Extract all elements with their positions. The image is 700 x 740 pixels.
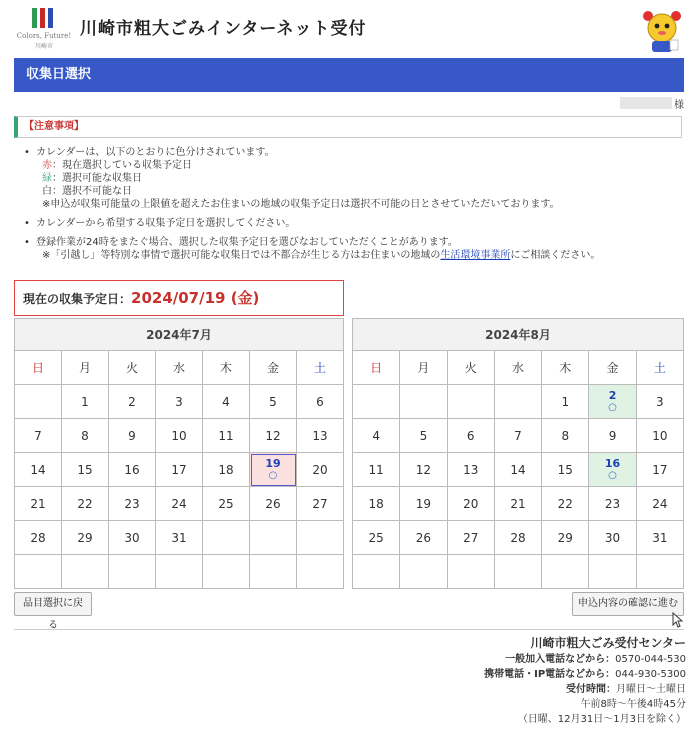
weekday-header: 木 <box>203 351 250 385</box>
calendar-day-available[interactable]: 2 ○ <box>589 385 636 419</box>
calendar-empty-cell <box>156 555 203 589</box>
calendar-week <box>15 385 344 419</box>
mouse-cursor-icon <box>672 612 684 628</box>
note-text: ※「引越し」等特別な事情で選択可能な収集日では不都合が生じる方はお住まいの地域の <box>42 250 441 261</box>
calendar-day: 2 <box>109 385 156 419</box>
calendar-empty-cell <box>250 521 297 555</box>
line-label: 携帯電話・IP電話などから： <box>484 669 616 680</box>
calendar-day: 8 <box>542 419 589 453</box>
calendar-empty-cell <box>62 555 109 589</box>
current-date-value: 2024/07/19 (金) <box>131 289 260 307</box>
calendar-day: 20 <box>447 487 494 521</box>
calendar-day: 11 <box>353 453 400 487</box>
calendar-day: 30 <box>589 521 636 555</box>
legend-white <box>36 185 684 198</box>
calendar-empty-cell <box>447 555 494 589</box>
calendar-day: 23 <box>109 487 156 521</box>
calendar-day: 15 <box>542 453 589 487</box>
calendar-empty-cell <box>297 521 344 555</box>
calendar-day: 18 <box>203 453 250 487</box>
notice-heading: 【注意事項】 <box>14 116 682 138</box>
office-link[interactable]: 生活環境事業所 <box>440 250 511 261</box>
calendar-day: 3 <box>156 385 203 419</box>
weekday-header: 月 <box>400 351 447 385</box>
weekday-header: 金 <box>250 351 297 385</box>
center-name: 川崎市粗大ごみ受付センター <box>530 636 686 650</box>
calendar-empty-cell <box>15 555 62 589</box>
calendar-week <box>353 385 684 419</box>
calendar-week <box>15 521 344 555</box>
calendar-empty-cell <box>400 385 447 419</box>
calendar-day: 20 <box>297 453 344 487</box>
weekday-header: 金 <box>589 351 636 385</box>
calendar-empty-cell <box>400 555 447 589</box>
legend-desc: ：現在選択している収集予定日 <box>52 160 192 171</box>
calendar-day-available[interactable]: 16 ○ <box>589 453 636 487</box>
weekday-header: 日 <box>353 351 400 385</box>
calendar-day: 19 <box>400 487 447 521</box>
site-header <box>0 0 700 56</box>
calendar-week <box>15 419 344 453</box>
calendar-day: 28 <box>15 521 62 555</box>
calendar-day: 22 <box>542 487 589 521</box>
notice-note: ※申込が収集可能量の上限値を超えたお住まいの地域の収集予定日は選択不可能の日とさせていただいております。 <box>42 199 560 210</box>
calendar-empty-cell <box>589 555 636 589</box>
calendar-day: 22 <box>62 487 109 521</box>
calendar-empty-cell <box>353 385 400 419</box>
weekday-header: 水 <box>494 351 541 385</box>
calendar-empty-cell <box>297 555 344 589</box>
line-value: 月曜日～土曜日 <box>616 684 686 695</box>
calendar-empty-cell <box>494 555 541 589</box>
weekday-header: 土 <box>297 351 344 385</box>
calendar-empty-cell <box>636 555 683 589</box>
line-label: 受付時間： <box>566 684 616 695</box>
weekday-header: 月 <box>62 351 109 385</box>
current-date-label: 現在の収集予定日： <box>23 292 132 306</box>
calendar-day: 17 <box>636 453 683 487</box>
available-mark-icon: ○ <box>608 401 617 413</box>
notice-item <box>24 236 684 262</box>
calendar-day: 4 <box>203 385 250 419</box>
calendar-day: 23 <box>589 487 636 521</box>
logo-tagline: Colors, Future! <box>16 32 72 40</box>
calendar-empty-cell <box>203 555 250 589</box>
calendar-day: 21 <box>494 487 541 521</box>
logo-city: 川崎市 <box>34 43 53 50</box>
calendar-day: 10 <box>156 419 203 453</box>
line-label: 一般加入電話などから： <box>505 654 616 665</box>
weekday-header: 土 <box>636 351 683 385</box>
weekday-header: 日 <box>15 351 62 385</box>
calendar-day: 26 <box>400 521 447 555</box>
notice-item <box>24 146 684 211</box>
calendar-day: 9 <box>109 419 156 453</box>
calendar-day: 7 <box>494 419 541 453</box>
phone-mobile <box>484 667 686 682</box>
calendar-day: 1 <box>62 385 109 419</box>
line-value: 044-930-5300 <box>615 669 686 680</box>
calendar-day: 13 <box>447 453 494 487</box>
calendar-august <box>352 318 684 589</box>
notice-note <box>36 249 684 262</box>
calendar-empty-cell <box>353 555 400 589</box>
calendar-week <box>15 487 344 521</box>
calendar-july <box>14 318 344 589</box>
notice-item <box>24 217 684 230</box>
calendar-day: 8 <box>62 419 109 453</box>
calendar-week <box>353 521 684 555</box>
closed-days: （日曜、12月31日～1月3日を除く） <box>517 714 686 725</box>
calendar-day: 25 <box>353 521 400 555</box>
calendar-day: 1 <box>542 385 589 419</box>
calendar-day: 30 <box>109 521 156 555</box>
hours-detail: 午前8時～午後4時45分 <box>580 699 686 710</box>
site-title: 川崎市粗大ごみインターネット受付 <box>80 19 367 39</box>
calendar-day: 18 <box>353 487 400 521</box>
mascot-icon <box>638 8 686 54</box>
calendar-day: 29 <box>62 521 109 555</box>
calendar-week <box>353 453 684 487</box>
weekday-header: 火 <box>447 351 494 385</box>
calendar-day: 24 <box>636 487 683 521</box>
calendar-day: 5 <box>400 419 447 453</box>
calendar-day: 3 <box>636 385 683 419</box>
calendar-empty-cell <box>109 555 156 589</box>
legend-key: 緑 <box>42 173 52 184</box>
calendar-day: 13 <box>297 419 344 453</box>
notice-text: カレンダーは、以下のとおりに色分けされています。 <box>36 147 275 158</box>
calendar-empty-cell <box>494 385 541 419</box>
calendar-day: 7 <box>15 419 62 453</box>
legend-desc: ：選択不可能な日 <box>52 186 132 197</box>
calendar-day: 6 <box>447 419 494 453</box>
calendar-empty-cell <box>542 555 589 589</box>
calendar-day: 4 <box>353 419 400 453</box>
legend-key: 白 <box>42 186 52 197</box>
legend-red <box>36 159 684 172</box>
city-logo <box>14 6 74 50</box>
calendar-week <box>353 419 684 453</box>
calendar-empty-cell <box>15 385 62 419</box>
calendar-day: 25 <box>203 487 250 521</box>
calendar-empty-cell <box>203 521 250 555</box>
notice-text: カレンダーから希望する収集予定日を選択してください。 <box>36 218 296 229</box>
calendar-day: 17 <box>156 453 203 487</box>
phone-landline <box>484 652 686 667</box>
reception-hours <box>484 682 686 697</box>
calendar-day: 24 <box>156 487 203 521</box>
calendar-empty-cell <box>447 385 494 419</box>
user-suffix: 様 <box>674 100 684 111</box>
calendar-week <box>353 555 684 589</box>
page-title: 収集日選択 <box>14 58 684 92</box>
calendar-week <box>15 453 344 487</box>
calendar-day: 31 <box>636 521 683 555</box>
weekday-header: 木 <box>542 351 589 385</box>
calendar-week <box>353 487 684 521</box>
back-to-items-button[interactable]: 品目選択に戻る <box>14 592 92 616</box>
calendar-day: 27 <box>297 487 344 521</box>
calendar-day: 21 <box>15 487 62 521</box>
notice-text: 登録作業が24時をまたぐ場合、選択した収集予定日を選びなおしていただくことがあります。 <box>36 237 458 248</box>
legend-green <box>36 172 684 185</box>
calendar-day: 12 <box>400 453 447 487</box>
calendar-day: 16 <box>109 453 156 487</box>
footer-divider <box>14 629 684 630</box>
calendar-day: 10 <box>636 419 683 453</box>
calendar-day: 29 <box>542 521 589 555</box>
contact-footer <box>484 634 686 727</box>
calendar-month-label: 2024年7月 <box>15 319 344 351</box>
calendar-week <box>15 555 344 589</box>
available-mark-icon: ○ <box>608 469 617 481</box>
calendar-day: 14 <box>15 453 62 487</box>
available-mark-icon: ○ <box>268 469 278 481</box>
calendar-empty-cell <box>250 555 297 589</box>
line-value: 0570-044-530 <box>615 654 686 665</box>
calendar-day: 26 <box>250 487 297 521</box>
legend-desc: ：選択可能な収集日 <box>52 173 142 184</box>
current-collection-date <box>14 280 344 316</box>
calendar-day: 6 <box>297 385 344 419</box>
legend-key: 赤 <box>42 160 52 171</box>
calendar-day-selected[interactable]: 19 ○ <box>250 453 297 487</box>
weekday-header: 火 <box>109 351 156 385</box>
calendar-month-label: 2024年8月 <box>353 319 684 351</box>
calendar-day: 15 <box>62 453 109 487</box>
calendar-day: 31 <box>156 521 203 555</box>
calendar-day: 27 <box>447 521 494 555</box>
calendar-day: 11 <box>203 419 250 453</box>
notice-list <box>24 146 684 268</box>
calendar-day: 12 <box>250 419 297 453</box>
calendar-day: 5 <box>250 385 297 419</box>
weekday-header: 水 <box>156 351 203 385</box>
calendar-day: 28 <box>494 521 541 555</box>
calendar-day: 9 <box>589 419 636 453</box>
calendar-day: 14 <box>494 453 541 487</box>
proceed-to-confirm-button[interactable]: 申込内容の確認に進む <box>572 592 684 616</box>
note-text: にご相談ください。 <box>510 250 601 261</box>
user-name-redacted <box>620 97 672 109</box>
